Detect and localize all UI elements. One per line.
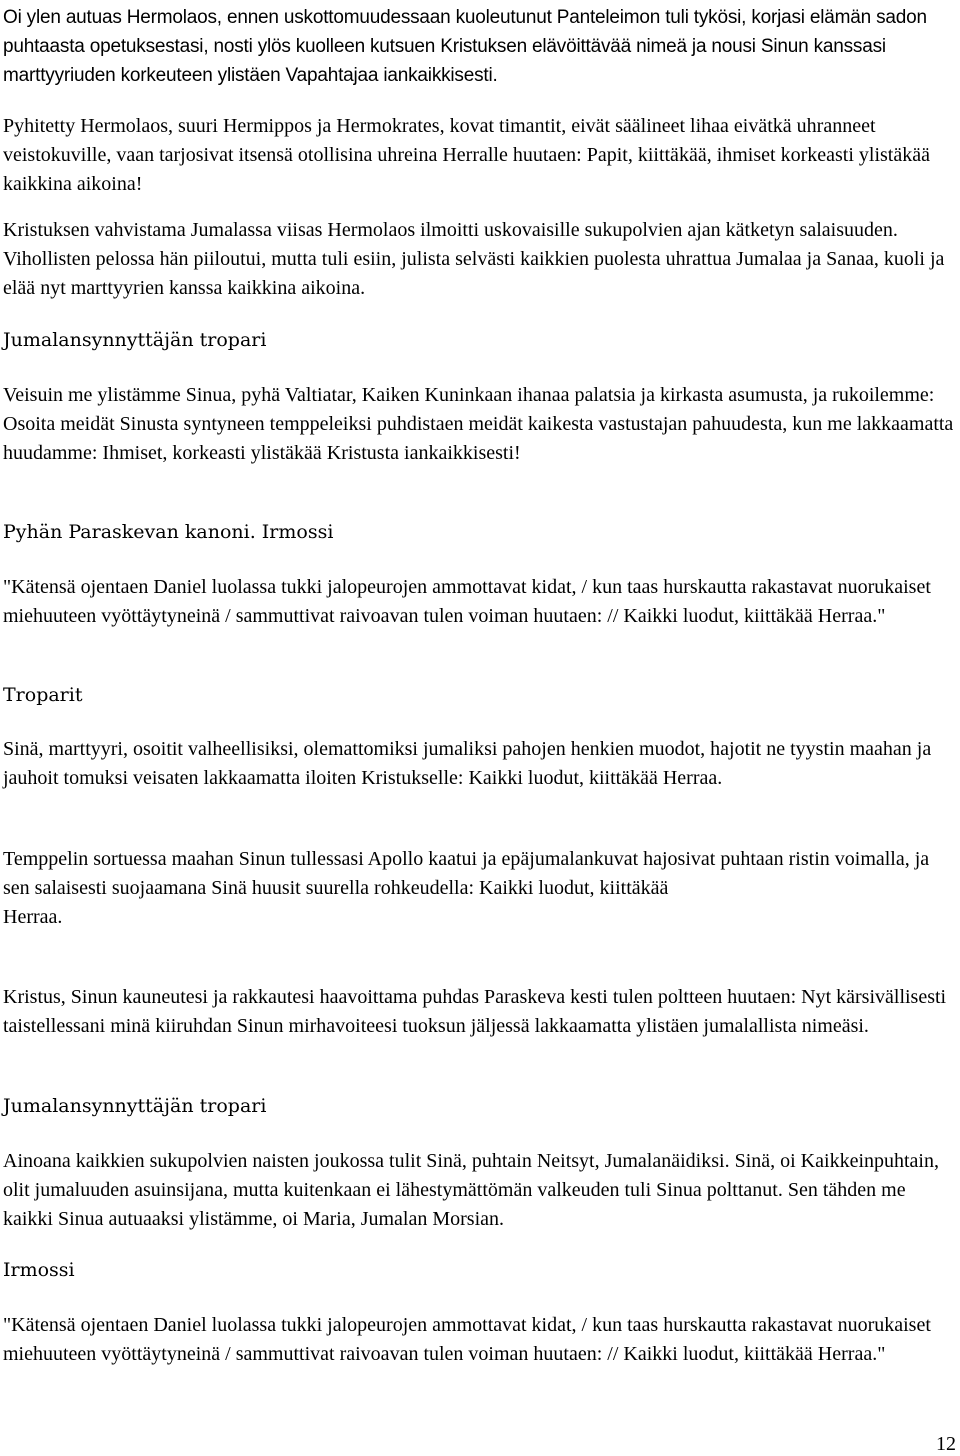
paragraph: Veisuin me ylistämme Sinua, pyhä Valtiatar, Kaiken Kuninkaan ihanaa palatsia ja kirkasta asumusta, ja rukoilemme: Osoita meidät Sinusta syntyneen temppeleiksi puhdistaen meidät kaikesta vastustajan pahuudesta, kun me lakkaamatta huudamme: Ihmiset, korkeasti ylistäkää Kristusta iankaikkisesti! xyxy=(3,384,954,464)
paragraph-lead: Temppelin sortuessa maahan Sinun tullessasi Apollo kaatui ja epäjumalankuvat hajosivat puhtaan ristin voimalla, ja sen salaisesti suojaamana Sinä huusit suurella rohkeudella: Kaikki luodut, kiittäkää xyxy=(3,848,930,899)
paragraph: "Kätensä ojentaen Daniel luolassa tukki jalopeurojen ammottavat kidat, / kun taas hurskautta rakastavat nuorukaiset miehuuteen vyöttäytyneinä / sammuttivat raivoavan tulen voiman huutaen: // Kaikki luodut, kiittäkää Herraa." xyxy=(3,1314,931,1365)
paragraph xyxy=(3,845,955,932)
section-heading: Troparit xyxy=(3,684,83,706)
paragraph: Pyhitetty Hermolaos, suuri Hermippos ja Hermokrates, kovat timantit, eivät säälineet lihaa eivätkä uhranneet veistokuville, vaan tarjosivat itsensä otollisina uhreina Herralle huutaen: Papit, kiittäkää, ihmiset korkeasti ylistäkää kaikkina aikoina! xyxy=(3,115,930,195)
paragraph: "Kätensä ojentaen Daniel luolassa tukki jalopeurojen ammottavat kidat, / kun taas hurskautta rakastavat nuorukaiset miehuuteen vyöttäytyneinä / sammuttivat raivoavan tulen voiman huutaen: // Kaikki luodut, kiittäkää Herraa." xyxy=(3,576,931,627)
paragraph: Kristus, Sinun kauneutesi ja rakkautesi haavoittama puhdas Paraskeva kesti tulen poltteen huutaen: Nyt kärsivällisesti taistellessani minä kiiruhdan Sinun mirhavoiteesi tuoksun jäljessä lakkaamatta ylistäen jumalallista nimeäsi. xyxy=(3,986,947,1037)
paragraph-tail: Herraa. xyxy=(3,906,63,928)
paragraph xyxy=(3,216,955,303)
section-heading: Pyhän Paraskevan kanoni. Irmossi xyxy=(3,521,334,543)
paragraph: Sinä, marttyyri, osoitit valheellisiksi, olemattomiksi jumaliksi pahojen henkien muodot, hajotit ne tyystin maahan ja jauhoit tomuksi veisaten lakkaamatta iloiten Kristukselle: Kaikki luodut, kiittäkää Herraa. xyxy=(3,738,932,789)
section-heading: Jumalansynnyttäjän tropari xyxy=(3,329,267,351)
section-heading: Jumalansynnyttäjän tropari xyxy=(3,1095,267,1117)
paragraph: Ainoana kaikkien sukupolvien naisten joukossa tulit Sinä, puhtain Neitsyt, Jumalanäidiksi. Sinä, oi Kaikkeinpuhtain, olit jumaluuden asuinsijana, mutta kuitenkaan ei lähestymättömän valkeuden tuli Sinua polttanut. Sen tähden me kaikki Sinua autuaaksi ylistämme, oi Maria, Jumalan Morsian. xyxy=(3,1150,939,1230)
section-heading: Irmossi xyxy=(3,1259,75,1281)
paragraph-tail: Vihollisten pelossa hän piiloutui, mutta tuli esiin, julista selvästi kaikkien puolesta uhrattua Jumalaa ja Sanaa, kuoli ja elää nyt marttyyrien kanssa kaikkina aikoina. xyxy=(3,248,945,299)
paragraph: Oi ylen autuas Hermolaos, ennen uskottomuudessaan kuoleutunut Panteleimon tuli tykösi, korjasi elämän sadon puhtaasta opetuksestasi, nosti ylös kuolleen kutsuen Kristuksen elävöittävää nimeä ja nousi Sinun kanssasi marttyyriuden korkeuteen ylistäen Vapahtajaa iankaikkisesti. xyxy=(3,7,927,86)
page-number: 12 xyxy=(936,1433,956,1455)
paragraph-lead: Kristuksen vahvistama Jumalassa viisas Hermolaos ilmoitti uskovaisille sukupolvien ajan kätketyn salaisuuden. xyxy=(3,219,898,241)
